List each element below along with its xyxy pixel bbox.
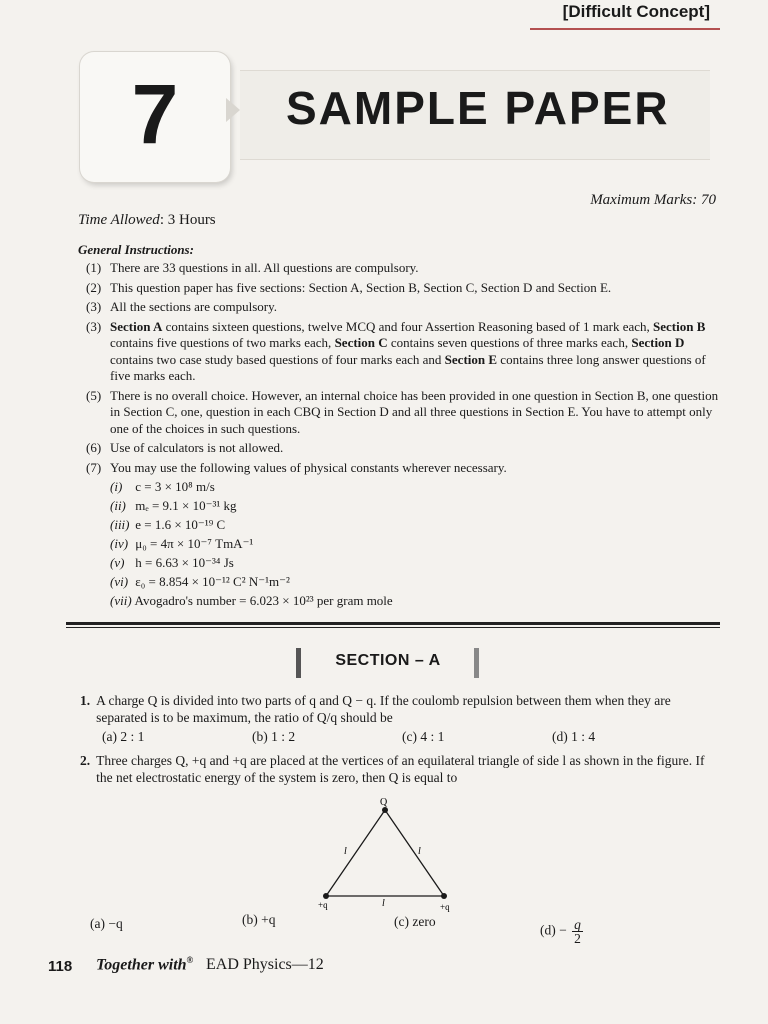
- option-c: (c) zero: [394, 914, 436, 929]
- list-item: [86, 260, 726, 277]
- label-side-left: l: [344, 846, 347, 857]
- paper-number: 7: [131, 67, 179, 161]
- item-text: You may use the following values of physical constants wherever necessary.: [110, 459, 507, 475]
- roman-numeral: (v): [110, 555, 125, 570]
- constant-row: [110, 593, 726, 612]
- book-title: EAD Physics—12: [206, 956, 324, 973]
- bold-term: Section A: [110, 318, 163, 334]
- constant-value: c = 3 × 10⁸ m/s: [135, 479, 215, 494]
- tag-underline: [530, 28, 720, 30]
- vertex-right: [441, 893, 447, 899]
- section-bar-right: [474, 648, 479, 678]
- constant-row: [110, 517, 726, 536]
- question-number: 2.: [80, 753, 91, 768]
- label-side-bottom: l: [382, 898, 385, 909]
- constant-value: e = 1.6 × 10⁻¹⁹ C: [135, 517, 226, 532]
- item-text: This question paper has five sections: Section A, Section B, Section C, Section D and Section E.: [110, 279, 612, 295]
- item-number: (2): [86, 279, 102, 295]
- item-text: There are 33 questions in all. All questions are compulsory.: [110, 260, 419, 275]
- instructions-list: [86, 260, 726, 612]
- question-text: A charge Q is divided into two parts of q and Q − q. If the coulomb repulsion between them when they are separated is to be maximum, the ratio of Q/q should be: [96, 693, 671, 725]
- constant-row: [110, 574, 726, 593]
- time-allowed: [78, 212, 216, 229]
- item-number: (3): [86, 299, 102, 314]
- divider-thin: [66, 627, 720, 628]
- constant-value: mₑ = 9.1 × 10⁻³¹ kg: [135, 498, 237, 513]
- label-plus-q-right: +q: [440, 902, 450, 912]
- item-text: There is no overall choice. However, an internal choice has been provided in one question in Section B, one question in Section C, one, question in each CBQ in Section D and all three questions in Section E. You have to attempt only one of the choices in such questions.: [110, 387, 719, 436]
- list-item: [86, 440, 726, 457]
- bold-term: Section E: [444, 351, 498, 367]
- item-text: All the sections are compulsory.: [110, 299, 278, 314]
- constant-row: [110, 498, 726, 517]
- constants-list: [110, 479, 726, 612]
- bold-term: Section D: [631, 335, 685, 350]
- item-number: (5): [86, 387, 102, 403]
- divider-thick: [66, 622, 720, 625]
- item-number: (1): [86, 260, 102, 275]
- registered-mark: ®: [186, 955, 194, 965]
- section-bar-left: [296, 648, 301, 678]
- constant-value: Avogadro's number = 6.023 × 10²³ per gram mole: [134, 593, 393, 608]
- chevron-arrow-icon: [226, 98, 240, 122]
- difficulty-tag: [Difficult Concept]: [562, 2, 710, 21]
- triangle-figure: [300, 796, 470, 916]
- option-c: (c) 4 : 1: [402, 729, 445, 744]
- roman-numeral: (iv): [110, 536, 129, 551]
- page-number: 118: [48, 958, 73, 975]
- option-d: [540, 918, 583, 945]
- item-number: (3): [86, 318, 102, 334]
- list-item: [86, 388, 726, 438]
- brand-text: Together with: [96, 956, 187, 974]
- option-a: (a) 2 : 1: [102, 729, 145, 744]
- label-side-right: l: [418, 846, 421, 857]
- roman-numeral: (vii): [110, 593, 132, 608]
- roman-numeral: (iii): [110, 517, 130, 532]
- item-number: (7): [86, 459, 102, 475]
- list-item: [86, 460, 726, 477]
- roman-numeral: (i): [110, 479, 123, 494]
- option-d-label: (d) −: [540, 922, 567, 938]
- text-run: contains seven questions of three marks each,: [387, 335, 632, 350]
- option-d: (d) 1 : 4: [552, 729, 596, 744]
- list-item: [86, 280, 726, 297]
- options-row: [80, 728, 720, 745]
- item-text: Use of calculators is not allowed.: [110, 440, 284, 455]
- label-plus-q-left: +q: [318, 900, 328, 910]
- question-number: 1.: [80, 693, 91, 708]
- paper-title: SAMPLE PAPER: [286, 82, 670, 134]
- constant-row: [110, 555, 726, 574]
- text-run: contains two case study based questions of four marks each and: [110, 351, 445, 367]
- list-item: [86, 299, 726, 316]
- bold-term: Section C: [334, 335, 388, 350]
- question-2: [80, 752, 720, 786]
- time-label: Time Allowed: [78, 212, 160, 228]
- time-value: : 3 Hours: [159, 212, 216, 228]
- option-a: (a) −q: [90, 916, 123, 931]
- instructions-heading: General Instructions:: [78, 242, 194, 257]
- item-number: (6): [86, 440, 102, 455]
- maximum-marks: Maximum Marks: 70: [590, 192, 716, 208]
- list-item: [86, 319, 726, 385]
- bold-term: Section B: [653, 318, 706, 334]
- label-q-top: Q: [380, 797, 388, 808]
- vertex-left: [323, 893, 329, 899]
- fraction-numerator: q: [574, 917, 581, 932]
- item-text: [110, 319, 726, 385]
- option-b: (b) +q: [242, 912, 276, 927]
- constant-value: μ₀ = 4π × 10⁻⁷ TmA⁻¹: [135, 536, 254, 551]
- brand-logo: [96, 955, 193, 974]
- constant-value: ε₀ = 8.854 × 10⁻¹² C² N⁻¹m⁻²: [135, 574, 290, 589]
- text-run: contains three long answer questions of five marks each.: [110, 351, 706, 383]
- section-heading: SECTION – A: [335, 652, 441, 669]
- roman-numeral: (vi): [110, 574, 129, 589]
- constant-row: [110, 536, 726, 555]
- roman-numeral: (ii): [110, 498, 126, 513]
- constant-row: [110, 479, 726, 498]
- title-banner: [240, 70, 710, 160]
- question-1: [80, 692, 720, 745]
- option-b: (b) 1 : 2: [252, 729, 296, 744]
- question-text: Three charges Q, +q and +q are placed at the vertices of an equilateral triangle of side l as shown in the figure. If the net electrostatic energy of the system is zero, then Q is equal to: [96, 753, 705, 785]
- constant-value: h = 6.63 × 10⁻³⁴ Js: [135, 555, 234, 570]
- text-run: contains five questions of two marks each,: [110, 335, 335, 350]
- fraction: [572, 918, 583, 945]
- paper-number-box: [80, 52, 230, 182]
- text-run: contains sixteen questions, twelve MCQ and four Assertion Reasoning based of 1 mark each,: [162, 318, 654, 334]
- fraction-denominator: 2: [574, 931, 581, 946]
